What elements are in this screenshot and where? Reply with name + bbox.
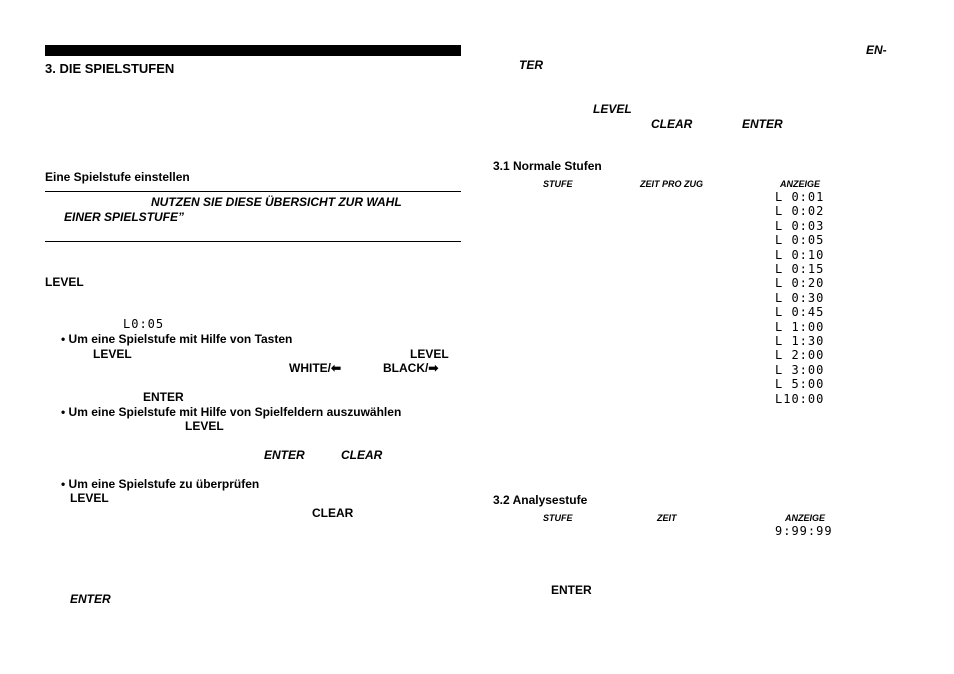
lcd-display-row: L 0:20 bbox=[775, 276, 825, 291]
level-key-label: LEVEL bbox=[593, 102, 632, 116]
level-key-label: LEVEL bbox=[410, 347, 449, 361]
box-top-rule bbox=[45, 191, 461, 192]
clear-key-label: CLEAR bbox=[651, 117, 693, 131]
box-text-line1: NUTZEN SIE DIESE ÜBERSICHT ZUR WAHL bbox=[151, 195, 402, 209]
lcd-display-row: L 1:00 bbox=[775, 319, 825, 334]
lcd-display-row: L 1:30 bbox=[775, 334, 825, 348]
level-key-label: LEVEL bbox=[93, 347, 132, 361]
enter-key-label: ENTER bbox=[742, 117, 783, 131]
bullet-keys: • Um eine Spielstufe mit Hilfe von Tasten bbox=[61, 332, 293, 346]
section-3-1-title: 3.1 Normale Stufen bbox=[493, 159, 602, 173]
enter-key-label: ENTER bbox=[551, 583, 592, 597]
section-3-2-title: 3.2 Analysestufe bbox=[493, 493, 588, 507]
box-text-line2: EINER SPIELSTUFE” bbox=[64, 210, 185, 224]
clear-key-label: CLEAR bbox=[312, 506, 354, 520]
lcd-display-row: L 3:00 bbox=[775, 362, 825, 377]
enter-key-label-part1: EN- bbox=[866, 43, 887, 57]
box-bottom-rule bbox=[45, 241, 461, 242]
lcd-display-row: L 0:02 bbox=[775, 204, 825, 219]
lcd-display-row: L 0:05 bbox=[775, 233, 825, 248]
analysis-lcd-display: 9:99:99 bbox=[775, 524, 833, 538]
section-title: 3. DIE SPIELSTUFEN bbox=[45, 61, 175, 76]
column-header-zeit: ZEIT bbox=[657, 513, 677, 523]
lcd-example: L0:05 bbox=[123, 317, 165, 331]
bullet-squares: • Um eine Spielstufe mit Hilfe von Spielfeldern auszuwählen bbox=[61, 405, 402, 419]
subheading: Eine Spielstufe einstellen bbox=[45, 170, 190, 184]
column-header-anzeige: ANZEIGE bbox=[780, 179, 821, 189]
lcd-display-row: L 5:00 bbox=[775, 377, 825, 392]
column-header-stufe: STUFE bbox=[543, 513, 573, 523]
lcd-display-row: L 2:00 bbox=[775, 348, 825, 363]
section-header-bar bbox=[45, 45, 461, 56]
level-key-label: LEVEL bbox=[45, 275, 84, 289]
lcd-display-row: L10:00 bbox=[775, 391, 825, 406]
column-header-zeit-pro-zug: ZEIT PRO ZUG bbox=[640, 179, 703, 189]
lcd-display-row: L 0:01 bbox=[775, 190, 825, 204]
enter-key-label: ENTER bbox=[143, 390, 184, 404]
column-header-stufe: STUFE bbox=[543, 179, 573, 189]
lcd-display-row: L 0:15 bbox=[775, 262, 825, 276]
lcd-display-row: L 0:30 bbox=[775, 290, 825, 305]
lcd-display-row: L 0:45 bbox=[775, 305, 825, 320]
level-key-label: LEVEL bbox=[185, 419, 224, 433]
enter-key-label: ENTER bbox=[70, 592, 111, 606]
clear-key-label: CLEAR bbox=[341, 448, 383, 462]
white-key-label: WHITE/⬅ bbox=[289, 361, 342, 375]
black-key-label: BLACK/➡ bbox=[383, 361, 439, 375]
lcd-display-row: L 0:03 bbox=[775, 218, 825, 233]
enter-key-label-part2: TER bbox=[519, 58, 543, 72]
column-header-anzeige: ANZEIGE bbox=[785, 513, 826, 523]
enter-key-label: ENTER bbox=[264, 448, 305, 462]
level-key-label: LEVEL bbox=[70, 491, 109, 505]
lcd-display-row: L 0:10 bbox=[775, 247, 825, 262]
bullet-check: • Um eine Spielstufe zu überprüfen bbox=[61, 477, 260, 491]
